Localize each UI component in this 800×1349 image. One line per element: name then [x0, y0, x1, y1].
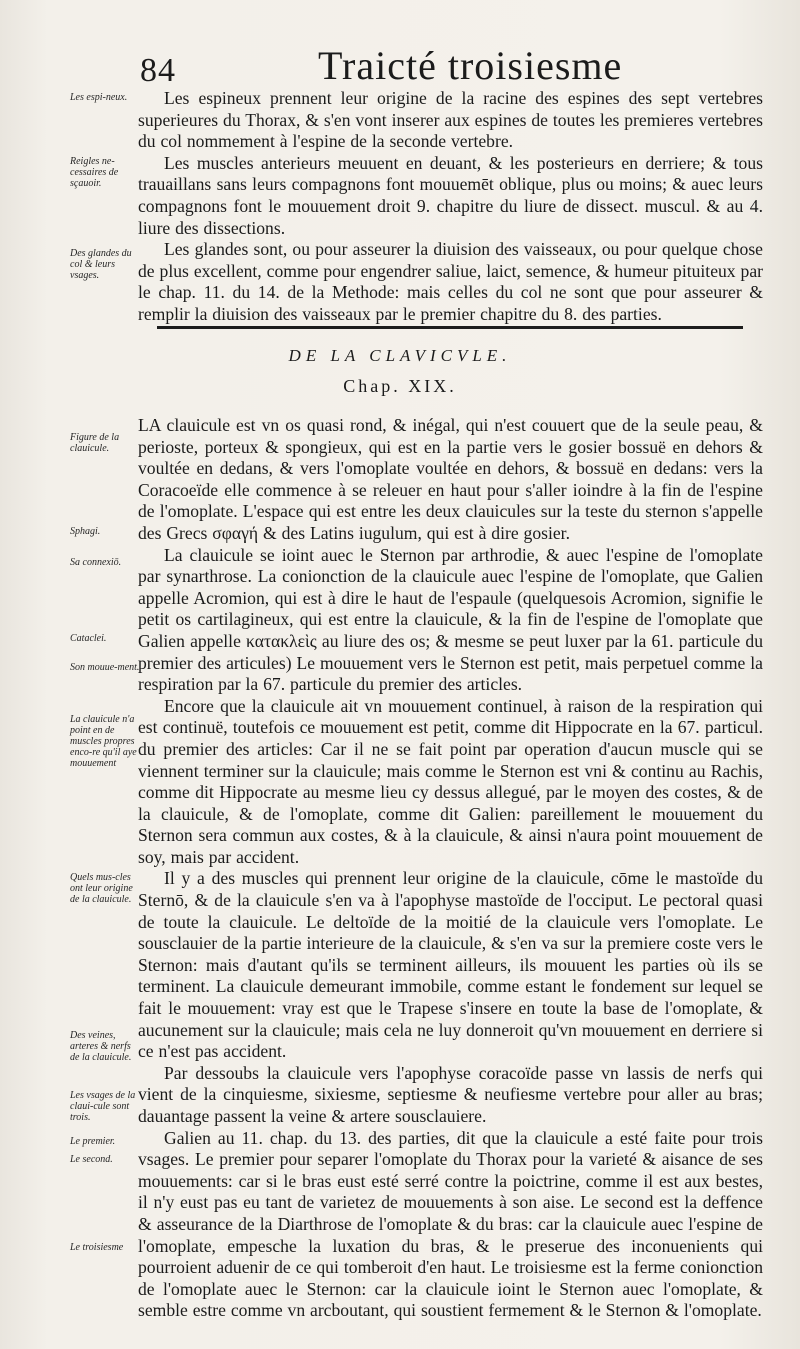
paragraph: LA clauicule est vn os quasi rond, & inégal, qui n'est couuert que de la seule peau, & perioste, porteux & spongieux, qui est en la partie vers le gosier bossuë en dehors & voultée en dedans, & vers l'omoplate voultée en dehors, & bossuë en dedans: vers la Coracoeïde elle commence à se releuer en haut pour s'aller ioindre à la fin de l'espine de l'omoplate. L'espace qui est entre les deux clauicules sur la teste du sternon s'appelle des Grecs σφαγή & des Latins iugulum, qui est à dire gosier. [138, 415, 763, 543]
margin-note: Des veines, arteres & nerfs de la clauicule. [70, 1030, 132, 1063]
paragraph: La clauicule se ioint auec le Sternon par arthrodie, & auec l'espine de l'omoplate par synarthrose. La conionction de la clauicule auec l'espine de l'omoplate, que Galien appelle Acromion, qui est à dire le haut de l'espaule (quelquesois Acromion, signifie le petit os cartilagineux, qui est entre la clauicule, & la fin de l'espine de l'omoplate que Galien appelle κατακλεὶς au liure des os; & mesme se peut luxer par la 61. particule du premier des articules) Le mouuement vers le Sternon est petit, mais perpetuel comme la respiration par la 67. particule du premier des articles. [138, 544, 763, 695]
paragraph: Galien au 11. chap. du 13. des parties, dit que la clauicule a esté faite pour trois vsages. Le premier pour separer l'omoplate du Thorax pour la varieté & aisance de ses mouuements: car si le bras eust esté serré contre la poictrine, comme il est aux bestes, il n'y eust pas eu tant de varietez de mouuements à son aise. Le second est la deffence & asseurance de la Diarthrose de l'omoplate & du bras: car la clauicule auec l'espine de l'omoplate, empesche la luxation du bras, & le preserue des inconuenients qui pourroient aduenir de ce qui tomberoit d'en haut. Le troisiesme est la ferme conionction de l'omoplate auec le Sternon: car la clauicule ioint le Sternon auec l'omoplate, & semble estre comme vn arcboutant, qui soustient fermement & le Sternon & l'omoplate. [138, 1127, 763, 1321]
margin-note: Quels mus-cles ont leur origine de la clauicule. [70, 872, 133, 905]
margin-note: Le troisiesme [70, 1242, 124, 1253]
paragraph: Encore que la clauicule ait vn mouuement continuel, à raison de la respiration qui est continuë, toutefois ce mouuement est petit, comme dit Hippocrate en la 67. particul. du premier des articles: Car il ne se fait point par operation d'aucun muscle qui se viennent terminer sur la clauicule; mais comme le Sternon est vni & continu au Rachis, comme dit Hippocrate au mesme lieu cy dessus allegué, par le moyen des costes, & de la clauicule, & de l'omoplate, comme dit Galien: pareillement le mouuement du Sternon sera commun aux costes, & à la clauicule, & ainsi n'aura point mouuement de soy, mais par accident. [138, 695, 763, 867]
running-head: Traicté troisiesme [318, 43, 623, 88]
paragraph: Il y a des muscles qui prennent leur origine de la clauicule, cōme le mastoïde du Sternō, & de la clauicule s'en va à l'apophyse mastoïde de l'occiput. Le pectoral quasi de toute la clauicule. Le deltoïde de la moitié de la clauicule vers l'omoplate. Le sousclauier de la partie interieure de la clauicule, & s'en va sur la premiere coste vers le Sternon: mais d'autant qu'ils se terminent ailleurs, ils mouuent les parties où ils se terminent. La clauicule demeurant immobile, comme estant le fondement sur lequel se fait le mouuement: vray est que le Trapese s'insere en toute la base de l'omoplate, & aucunement sur la clauicule; mais cela ne luy donneroit qu'vn mouuement en derriere si ce n'est pas accident. [138, 868, 763, 1062]
margin-note: La clauicule n'a point en de muscles propres enco-re qu'il aye mouuement [70, 714, 137, 769]
margin-note: Figure de la clauicule. [70, 432, 120, 454]
margin-note: Les vsages de la claui-cule sont trois. [70, 1090, 136, 1123]
margin-note: Le second. [70, 1154, 113, 1165]
paragraph: Les glandes sont, ou pour asseurer la diuision des vaisseaux, ou pour quelque chose de plus excellent, comme pour engendrer saliue, laict, semence, & humeur pituiteux par le chap. 11. du 14. de la Methode: mais celles du col ne sont que pour asseurer & remplir la diuision des vaisseaux par le premier chapitre du 8. des parties. [138, 239, 763, 324]
chapter-heading: Chap. XIX. [343, 376, 457, 396]
chapter-text [138, 415, 763, 1322]
section-divider [157, 326, 743, 329]
margin-note: Reigles ne-cessaires de sçauoir. [70, 156, 119, 189]
margin-note: Les espi-neux. [70, 92, 128, 103]
paragraph: Les muscles anterieurs meuuent en deuant, & les posterieurs en derriere; & tous trauaillans sans leurs compagnons font mouuemēt oblique, plus ou moins; & auec leurs compagnons font le mouuement droit 9. chapitre du liure de dissect. muscul. & au 4. liure des dissections. [138, 152, 763, 238]
margin-note: Sphagi. [70, 526, 101, 537]
margin-note: Cataclei. [70, 633, 107, 644]
margin-note: Son mouue-ment. [70, 662, 140, 673]
margin-note: Des glandes du col & leurs vsages. [70, 248, 132, 281]
paragraph: Les espineux prennent leur origine de la racine des espines des sept vertebres superieures du Thorax, & s'en vont inserer aux espines de toutes les premieres vertebres du col nommement à l'espine de la seconde vertebre. [138, 88, 763, 152]
page-number: 84 [140, 52, 176, 89]
page-header [0, 32, 800, 92]
paragraph: Par dessoubs la clauicule vers l'apophyse coracoïde passe vn lassis de nerfs qui vient de la cinquiesme, sixiesme, septiesme & neufiesme vertebre pour aller au bras; dauantage passent la veine & artere sousclauiere. [138, 1062, 763, 1126]
section-title: DE LA CLAVICVLE. [288, 346, 512, 365]
margin-note: Le premier. [70, 1136, 116, 1147]
margin-note: Sa connexiō. [70, 557, 122, 568]
intro-text [138, 88, 763, 326]
